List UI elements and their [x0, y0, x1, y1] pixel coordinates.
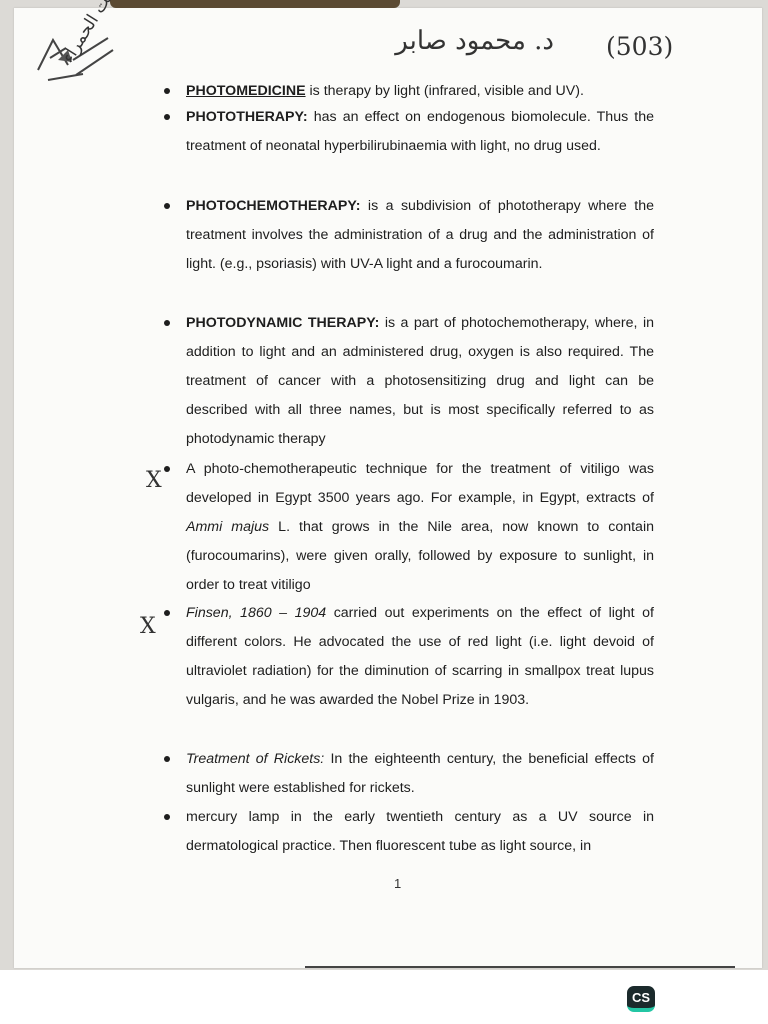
bottom-rule [305, 966, 735, 968]
item-text: In the eighteenth century, the beneficial effects of sunlight were established for rickets. [186, 751, 654, 796]
item-text: L. that grows in the Nile area, now known to contain (furocoumarins), were given orally, followed by exposure to sunlight, in order to treat vitiligo [186, 519, 654, 593]
item-term: PHOTOMEDICINE [186, 83, 306, 99]
list-item [186, 599, 654, 715]
item-text: carried out experiments on the effect of light of different colors. He advocated the use of red light (i.e. light devoid of ultraviolet radiation) for the diminution of scarring in smallpox treat lupus vulgaris, and he was awarded the Nobel Prize in 1903. [186, 605, 654, 708]
item-term: PHOTOCHEMOTHERAPY: [186, 198, 361, 214]
handwritten-code: (503) [606, 32, 674, 61]
item-text: mercury lamp in the early twentieth century as a UV source in dermatological practice. Then fluorescent tube as light source, in [186, 809, 654, 854]
item-italic: Treatment of Rickets: [186, 751, 325, 767]
handwritten-heading: د. محمود صابر [395, 26, 554, 56]
item-term: PHOTOTHERAPY: [186, 109, 308, 125]
bullet-icon [164, 814, 170, 820]
list-item [186, 745, 654, 803]
bullet-icon [164, 203, 170, 209]
bullet-icon [164, 756, 170, 762]
bullet-icon [164, 610, 170, 616]
item-text: is a subdivision of phototherapy where the treatment involves the administration of a drug and the administration of light. (e.g., psoriasis) with UV-A light and a furocoumarin. [186, 198, 654, 272]
item-italic: Finsen, 1860 – 1904 [186, 605, 327, 621]
bullet-icon [164, 320, 170, 326]
list-item [186, 309, 654, 454]
list-item [186, 103, 654, 161]
margin-x-mark: X [146, 468, 162, 493]
item-text: has an effect on endogenous biomolecule. Thus the treatment of neonatal hyperbilirubinaemia with light, no drug used. [186, 109, 654, 154]
bullet-icon [164, 88, 170, 94]
item-text: A photo-chemotherapeutic technique for the treatment of vitiligo was developed in Egypt 3500 years ago. For example, in Egypt, extracts of [186, 461, 654, 506]
item-term: PHOTODYNAMIC THERAPY: [186, 315, 380, 331]
list-item [186, 77, 654, 106]
scanner-logo-icon: CS [627, 986, 655, 1012]
bullet-icon [164, 466, 170, 472]
list-item [186, 192, 654, 279]
item-text: is a part of photochemotherapy, where, in addition to light and an administered drug, oxygen is also required. The treatment of cancer with a photosensitizing drug and light can be described with all three names, but is most specifically referred to as photodynamic therapy [186, 315, 654, 447]
item-text: is therapy by light (infrared, visible and UV). [305, 83, 584, 99]
page-number: 1 [394, 876, 402, 891]
item-italic: Ammi majus [186, 519, 270, 535]
list-item [186, 803, 654, 861]
list-item [186, 455, 654, 600]
margin-x-mark: X [140, 614, 156, 639]
bullet-icon [164, 114, 170, 120]
